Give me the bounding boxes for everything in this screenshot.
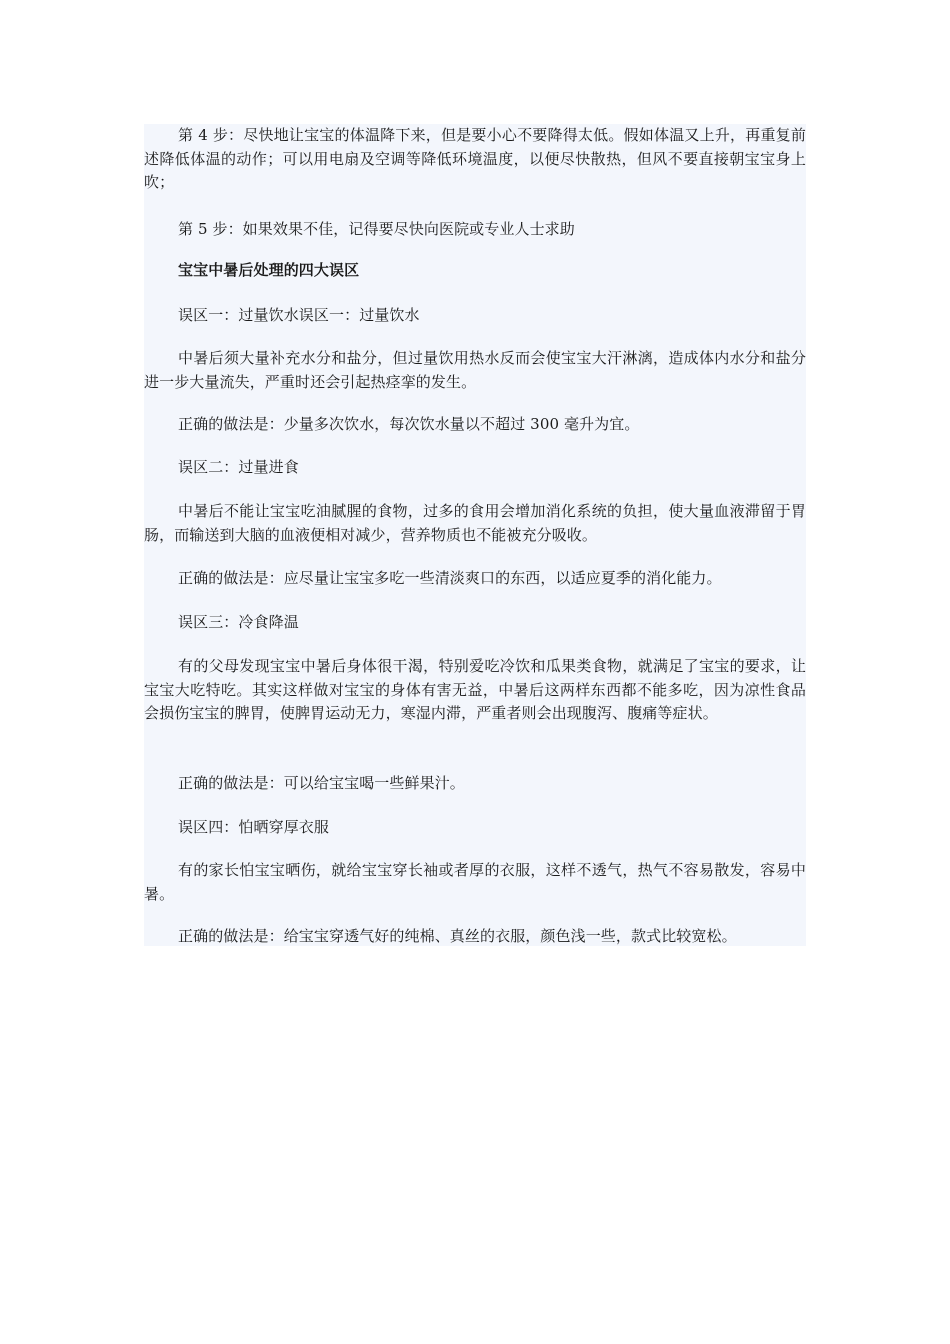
mistake-1-body: 中暑后须大量补充水分和盐分，但过量饮用热水反而会使宝宝大汗淋漓，造成体内水分和盐分进一步大量流失，严重时还会引起热痉挛的发生。 [144, 349, 806, 391]
mistake-2-body: 中暑后不能让宝宝吃油腻腥的食物，过多的食用会增加消化系统的负担，使大量血液滞留于胃肠，而输送到大脑的血液便相对减少，营养物质也不能被充分吸收。 [144, 502, 806, 544]
paragraph-step-5: 第 5 步：如果效果不佳，记得要尽快向医院或专业人士求助 [178, 220, 575, 238]
article-body [144, 124, 806, 946]
mistake-2-title: 误区二：过量进食 [178, 458, 299, 476]
mistake-4-title: 误区四：怕晒穿厚衣服 [178, 818, 330, 836]
mistake-4-body: 有的家长怕宝宝晒伤，就给宝宝穿长袖或者厚的衣服，这样不透气，热气不容易散发，容易中暑。 [144, 861, 806, 903]
mistake-3-body: 有的父母发现宝宝中暑后身体很干渴，特别爱吃冷饮和瓜果类食物，就满足了宝宝的要求，让宝宝大吃特吃。其实这样做对宝宝的身体有害无益，中暑后这两样东西都不能多吃，因为凉性食品会损伤宝宝的脾胃，使脾胃运动无力，寒湿内滞，严重者则会出现腹泻、腹痛等症状。 [144, 657, 806, 722]
mistake-3-title: 误区三：冷食降温 [178, 613, 299, 631]
mistake-1-title: 误区一：过量饮水误区一：过量饮水 [178, 306, 420, 324]
mistake-3-correct: 正确的做法是：可以给宝宝喝一些鲜果汁。 [178, 774, 465, 792]
paragraph-step-4: 第 4 步：尽快地让宝宝的体温降下来，但是要小心不要降得太低。假如体温又上升，再重复前述降低体温的动作；可以用电扇及空调等降低环境温度，以便尽快散热，但风不要直接朝宝宝身上吹； [144, 126, 806, 191]
section-heading: 宝宝中暑后处理的四大误区 [178, 261, 360, 279]
mistake-2-correct: 正确的做法是：应尽量让宝宝多吃一些清淡爽口的东西，以适应夏季的消化能力。 [178, 569, 722, 587]
mistake-4-correct: 正确的做法是：给宝宝穿透气好的纯棉、真丝的衣服，颜色浅一些，款式比较宽松。 [178, 927, 737, 945]
mistake-1-correct: 正确的做法是：少量多次饮水，每次饮水量以不超过 300 毫升为宜。 [178, 415, 640, 433]
